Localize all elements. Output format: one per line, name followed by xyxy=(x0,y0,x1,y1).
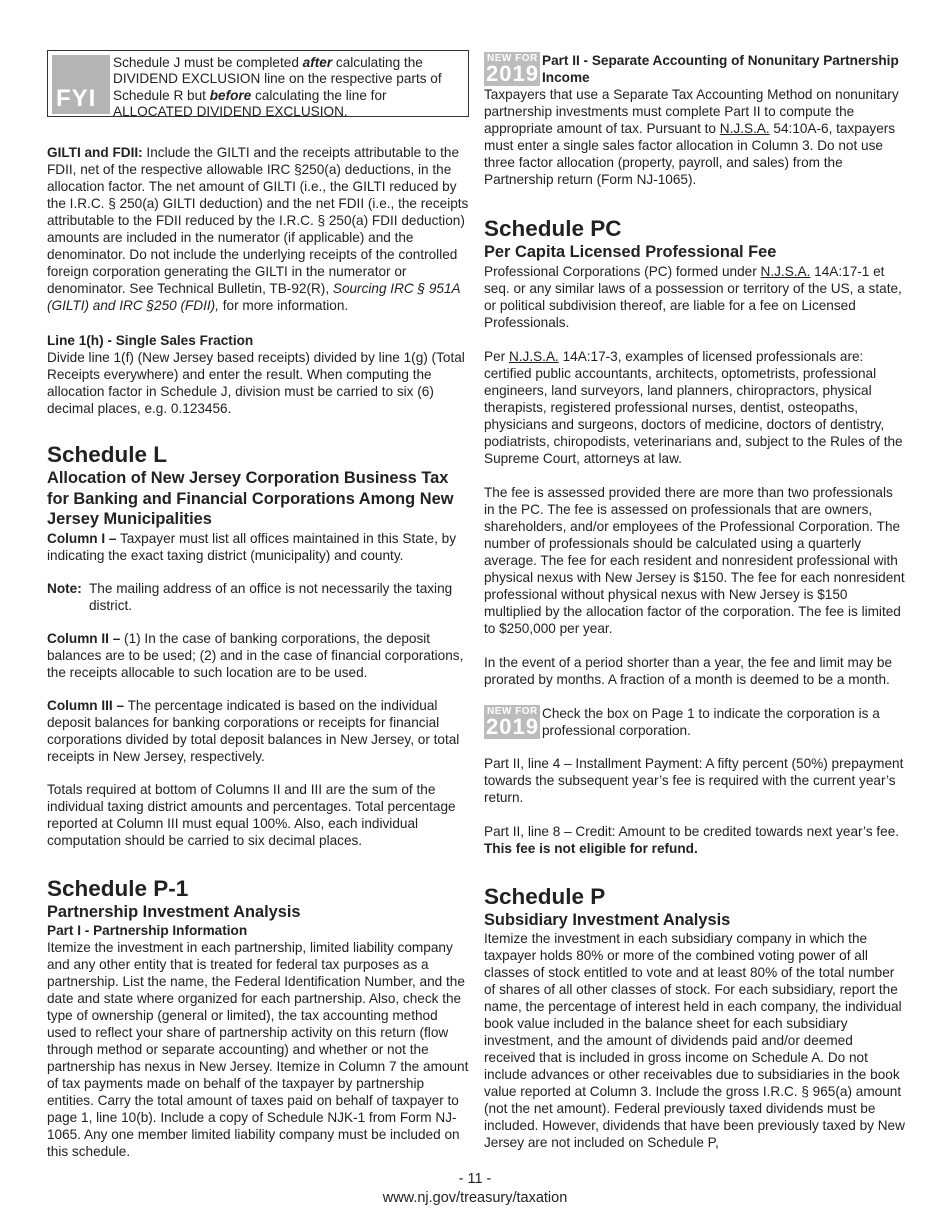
schedule-l-subtitle: Allocation of New Jersey Corporation Business Tax for Banking and Financial Corporations Among New Jersey Municipalities xyxy=(47,469,454,528)
schedule-pc-title: Schedule PC xyxy=(484,216,622,241)
schedule-p1-title: Schedule P-1 xyxy=(47,875,189,901)
new-for-2019-badge-2 xyxy=(484,705,540,739)
schedule-l-column-2 xyxy=(47,630,469,681)
column-2-label: Column II – xyxy=(47,630,121,646)
gilti-label: GILTI and FDII: xyxy=(47,145,143,160)
badge-year: 2019 xyxy=(486,61,539,86)
fyi-text-2: calculating the DIVIDEND EXCLUSION line on the respective parts of Schedule R but xyxy=(113,55,442,103)
fyi-before: before xyxy=(209,87,252,103)
line1h-text: Divide line 1(f) (New Jersey based receipts) divided by line 1(g) (Total Receipts everywhere) and enter the result. When computing the allocation factor in Schedule J, division must be carried to six (6) decimal places, e.g. 0.123456. xyxy=(47,350,465,416)
schedule-p1-text: Itemize the investment in each partnership, limited liability company and any other entity that is treated for federal tax purposes as a partnership. List the name, the Federal Identification Number, and the date and state where organized for each partnership. Also, check the type of ownership (general or limited), the tax accounting method used to reflect your share of partnership activity on this return (flow through method or separate accounting) and whether or not the partnership has nexus in New Jersey. Itemize in Column 7 the amount of tax payments made on behalf of the taxpayer by partnership entities. Carry the total amount of taxes paid on behalf of taxpayer to page 1, line 10(b). Include a copy of Schedule NJK-1 from Form NJ-1065. Any one member limited liability company must be included on this schedule. xyxy=(47,940,469,1159)
schedule-l-totals: Totals required at bottom of Columns II and III are the sum of the individual taxing district amounts and percentages. Total percentage reported at Column III must equal 100%. Also, each individual computation should be carried to six decimal places. xyxy=(47,781,456,848)
line1h-heading: Line 1(h) - Single Sales Fraction xyxy=(47,333,254,348)
left-column xyxy=(47,50,469,1160)
fyi-text-3: calculating the line for ALLOCATED DIVIDEND EXCLUSION. xyxy=(113,87,387,120)
badge-new-for: NEW FOR xyxy=(487,53,538,64)
schedule-p-title: Schedule P xyxy=(484,883,606,909)
page-number: - 11 - xyxy=(458,1171,492,1187)
pc-p7-bold: This fee is not eligible for refund. xyxy=(484,840,698,856)
fyi-text xyxy=(110,55,464,120)
column-3-text: The percentage indicated is based on the individual deposit balances for banking corporations or receipts for financial corporations divided by total deposit balances in New Jersey, or total receipts in New Jersey, respectively. xyxy=(47,697,460,764)
pc-p2-b: 14A:17-3, examples of licensed professionals are: certified public accountants, architects, optometrists, professional engineers, land surveyors, land planners, chiropractors, physical therapists, registered professional nurses, dentist, osteopaths, physicians and surgeons, doctors of medicine, doctors of dentistry, podiatrists, chiropodists, veterinarians and, subject to the Rules of the Supreme Court, attorneys at law. xyxy=(484,348,903,466)
part-2-njsa: N.J.S.A. xyxy=(719,121,770,136)
part-2-text-1: Taxpayers that use a Separate Tax Accounting Method on nonunitary partnership investments must complete Part II to compute the appropriate amount of tax. Pursuant to xyxy=(484,87,899,136)
schedule-l-column-1 xyxy=(47,530,469,564)
schedule-p1-subtitle: Partnership Investment Analysis xyxy=(47,902,301,921)
gilti-end: for more information. xyxy=(218,298,349,313)
pc-p1-b: 14A:17-1 et seq. or any similar laws of a possession or territory of the US, a state, or political subdivision thereof, are liable for a fee on Licensed Professionals. xyxy=(484,263,902,330)
pc-new-for-2019 xyxy=(484,705,906,739)
note-text: The mailing address of an office is not necessarily the taxing district. xyxy=(89,580,453,613)
fyi-badge-label: FYI xyxy=(56,85,97,112)
schedule-pc-p4: In the event of a period shorter than a year, the fee and limit may be prorated by months. A fraction of a month is deemed to be a month. xyxy=(484,654,893,687)
pc-p7-a: Part II, line 8 – Credit: Amount to be credited towards next year’s fee. xyxy=(484,823,900,839)
column-1-text: Taxpayer must list all offices maintained in this State, by indicating the exact taxing district (municipality) and county. xyxy=(47,530,456,563)
schedule-pc-p5: Check the box on Page 1 to indicate the corporation is a professional corporation. xyxy=(542,705,880,738)
column-3-label: Column III – xyxy=(47,697,125,713)
part-2-text xyxy=(484,86,906,188)
fyi-badge xyxy=(52,55,110,114)
schedule-p-text: Itemize the investment in each subsidiary company in which the taxpayer holds 80% or more of the combined voting power of all classes of stock entitled to vote and at least 80% of the total number of shares of all other classes of stock. For each subsidiary, report the name, the percentage of interest held in each company, the individual book value included in the balance sheet for each subsidiary investment, and the amount of dividends paid and/or deemed received that is included in gross income on Schedule A. Do not include advances or other receivables due to subsidiaries in the book value reported at Column 3. Include the gross I.R.C. § 965(a) amount (not the net amount). Federal previously taxed dividends must be included. However, dividends that have been previously taxed by New Jersey are not included on Schedule P, xyxy=(484,931,905,1150)
schedule-pc-subtitle: Per Capita Licensed Professional Fee xyxy=(484,243,777,261)
gilti-italic: Sourcing IRC § 951A (GILTI) and IRC §250 (FDII), xyxy=(47,281,461,313)
note-label: Note: xyxy=(47,580,82,596)
right-column xyxy=(484,50,906,1151)
schedule-l-note xyxy=(47,580,469,614)
gilti-text: Include the GILTI and the receipts attributable to the FDII, net of the respective allowable IRC §250(a) deductions, in the allocation factor. The net amount of GILTI (i.e., the GILTI reduced by the I.R.C. § 250(a) GILTI deduction) and the net FDII (i.e., the receipts attributable to the FDII reduced by the I.R.C. § 250(a) FDII deduction) amounts are included in the numerator (if applicable) and the denominator. Do not include the underlying receipts of the controlled foreign corporation generating the GILTI in the numerator or denominator. See Technical Bulletin, TB-92(R), xyxy=(47,145,469,296)
schedule-l-column-3 xyxy=(47,697,469,765)
pc-p2-a: Per xyxy=(484,348,509,364)
schedule-pc-p2 xyxy=(484,348,906,467)
gilti-paragraph xyxy=(47,144,469,314)
fyi-after: after xyxy=(302,55,333,70)
part-2-heading: Part II - Separate Accounting of Nonunitary Partnership Income xyxy=(542,53,899,85)
schedule-p-subtitle: Subsidiary Investment Analysis xyxy=(484,910,731,929)
new-for-2019-badge xyxy=(484,52,540,86)
pc-p2-njsa: N.J.S.A. xyxy=(508,348,559,364)
part-2-section xyxy=(484,52,906,188)
badge-2-year: 2019 xyxy=(486,713,539,739)
pc-p1-njsa: N.J.S.A. xyxy=(760,263,811,279)
column-2-text: (1) In the case of banking corporations, the deposit balances are to be used; (2) and in the case of financial corporations, the receipts allocable to such location are to be used. xyxy=(47,630,464,680)
footer-url: www.nj.gov/treasury/taxation xyxy=(382,1190,568,1206)
pc-p1-a: Professional Corporations (PC) formed under xyxy=(484,263,761,279)
schedule-pc-p1 xyxy=(484,263,906,331)
part-2-text-2: 54:10A-6, taxpayers must enter a single sales factor allocation in Column 3. Do not use three factor allocation (property, payroll, and sales) from the Partnership return (Form NJ-1065). xyxy=(484,121,896,187)
fyi-text-1: Schedule J must be completed xyxy=(113,55,303,70)
schedule-p1-part-1: Part I - Partnership Information xyxy=(47,923,248,938)
column-1-label: Column I – xyxy=(47,530,117,546)
schedule-l-title: Schedule L xyxy=(47,442,168,467)
badge-2-new-for: NEW FOR xyxy=(487,705,538,717)
schedule-pc-p6: Part II, line 4 – Installment Payment: A fifty percent (50%) prepayment towards the subsequent year’s fee is required with the current year’s return. xyxy=(484,755,904,805)
schedule-pc-p3: The fee is assessed provided there are more than two professionals in the PC. The fee is assessed on professionals that are owners, shareholders, and/or employees of the Professional Corporation. The number of professionals should be calculated using a quarterly average. The fee for each resident and nonresident professional with physical nexus with New Jersey is $150. The fee for each nonresident professional without physical nexus with New Jersey is $150 multiplied by the allocation factor of the corporation. The fee is limited to $250,000 per year. xyxy=(484,484,905,636)
fyi-box xyxy=(47,50,469,120)
schedule-pc-p7 xyxy=(484,823,906,857)
